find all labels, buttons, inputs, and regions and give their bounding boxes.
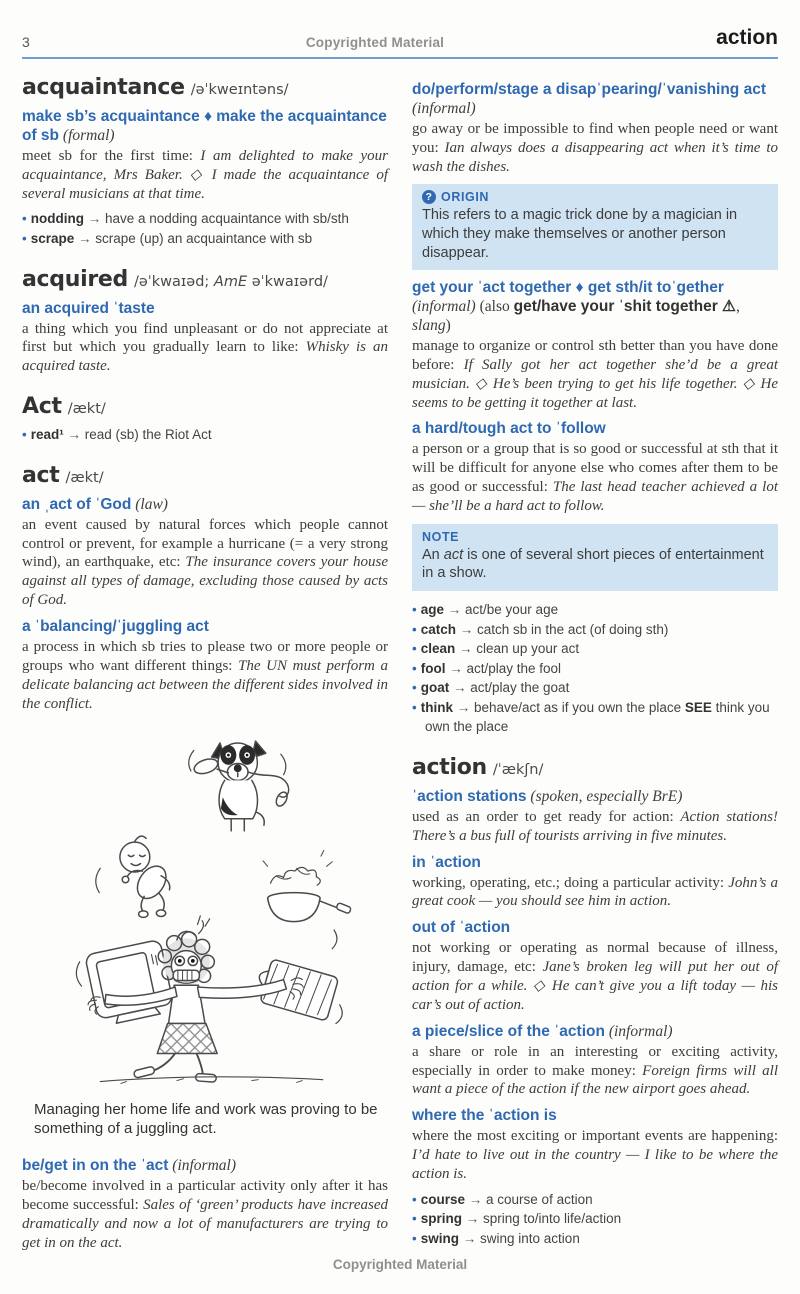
text-segment: get/have your ˈshit together ⚠ [513, 298, 736, 316]
idiom-heading [22, 496, 388, 515]
text-segment: clean up your act [476, 641, 580, 657]
definition [22, 638, 388, 714]
idiom-heading [412, 854, 778, 873]
text-segment: I am delighted to make your acquaintance, Mrs Baker. ◇ I made the acquaintance of several musicians at that time. [22, 147, 388, 202]
keyword: scrape [30, 231, 75, 247]
bullet-icon: • [412, 660, 417, 676]
cross-reference-item [412, 678, 778, 698]
text-segment: swing into action [480, 1231, 580, 1247]
text-segment: where the most exciting or important events are happening: [412, 1128, 778, 1145]
text-segment: (informal) [412, 298, 476, 316]
text-segment: The UN must perform a delicate balancing act between the different sides involved in the conflict. [22, 657, 389, 712]
arrow-icon: → [456, 621, 478, 637]
text-segment: The last head teacher achieved a lot — she’ll be a hard act to follow. [412, 479, 778, 514]
text-segment: (informal) [168, 1157, 236, 1175]
text-segment: is one of several short pieces of entertainment in a show. [422, 546, 764, 582]
arrow-icon: → [449, 680, 471, 696]
arrow-icon: → [455, 641, 477, 657]
cross-reference-list [22, 425, 388, 445]
text-segment: act/play the goat [470, 680, 570, 696]
text-segment: where the ˈaction is [412, 1107, 557, 1125]
copyright-watermark-footer: Copyrighted Material [332, 1257, 468, 1272]
bullet-icon: • [22, 231, 27, 247]
cross-reference-item [22, 209, 388, 229]
cross-reference-item [412, 659, 778, 679]
text-segment: Jane’s broken leg will put her out of action for a while. ◇ He can’t give you a lift today — his car’s out of action. [412, 959, 778, 1013]
keyword: spring [420, 1211, 462, 1227]
pronunciation [134, 274, 328, 290]
text-segment: (spoken, especially BrE) [526, 787, 683, 805]
text-segment: a process in which sb tries to please two or more people or groups who want different things: [22, 639, 388, 674]
text-segment: John’s a great cook — you should see him in action. [412, 874, 778, 910]
text-segment: a piece/slice of the ˈaction [412, 1022, 605, 1040]
text-segment: a course of action [486, 1191, 593, 1207]
bullet-icon: • [412, 1231, 417, 1247]
idiom-heading [412, 420, 778, 439]
text-segment: meet sb for the first time: [22, 147, 201, 164]
definition [22, 516, 388, 610]
keyword: nodding [30, 211, 84, 227]
text-segment: (also [475, 298, 514, 316]
arrow-icon: → [83, 211, 105, 227]
idiom-heading [412, 1107, 778, 1126]
cross-reference-item [412, 1209, 778, 1229]
bullet-icon: • [22, 211, 27, 227]
text-segment: The insurance covers your house against all types of damage, excluding those caused by acts of God. [22, 554, 388, 609]
headword-text: action [412, 754, 487, 780]
text-segment: SEE [684, 699, 712, 715]
text-segment: /əˈkwaɪəd; [133, 273, 214, 290]
text-segment: not working or operating as normal because of illness, injury, damage, etc: [412, 940, 778, 976]
text-segment: in ˈaction [412, 853, 481, 871]
idiom-heading [412, 1023, 778, 1042]
bullet-icon: • [22, 427, 27, 443]
text-segment: spring to/into life/action [483, 1211, 622, 1227]
arrow-icon: → [465, 1191, 487, 1207]
text-segment: slang [412, 316, 446, 334]
text-segment: I’d hate to live out in the country — I like to be where the action is. [412, 1147, 778, 1183]
definition [412, 1043, 778, 1100]
arrow-icon: → [444, 601, 466, 617]
note-box [412, 524, 778, 591]
running-head: action [716, 26, 778, 49]
cross-reference-list [412, 1190, 778, 1249]
headword-text: acquaintance [22, 75, 185, 100]
keyword: read¹ [30, 427, 64, 443]
entry-headword [412, 755, 778, 780]
cross-reference-item [22, 425, 388, 445]
text-segment: think you own the place [425, 699, 770, 735]
arrow-icon: → [462, 1211, 484, 1227]
arrow-icon: → [74, 231, 96, 247]
text-segment: make sb’s acquaintance ♦ make the acquaintance of sb [22, 108, 387, 144]
box-title-text: ORIGIN [441, 190, 490, 205]
text-segment: behave/act as if you own the place [474, 699, 685, 715]
text-segment: an ˌact of ˈGod [22, 495, 132, 513]
definition [412, 1127, 778, 1184]
text-segment: Sales of ‘green’ products have increased dramatically and now a lot of manufacturers are trying to get in on the act. [22, 1196, 388, 1251]
entry-headword [22, 267, 388, 292]
pronunciation [493, 762, 543, 778]
idiom-heading [412, 919, 778, 938]
keyword: clean [420, 641, 456, 657]
bullet-icon: • [412, 641, 417, 657]
question-circle-icon: ? [422, 190, 436, 204]
bullet-icon: • [412, 621, 417, 637]
text-segment: /əˈkweɪntəns/ [190, 82, 289, 98]
text-segment: ) [445, 316, 451, 334]
headword-text: Act [22, 394, 62, 420]
text-segment: AmE [213, 273, 248, 290]
cross-reference-item [412, 1229, 778, 1249]
text-segment: /ækt/ [67, 401, 106, 418]
cross-reference-item [412, 600, 778, 620]
text-segment: have a nodding acquaintance with sb/sth [104, 211, 349, 227]
arrow-icon: → [452, 699, 474, 715]
keyword: catch [420, 621, 457, 637]
text-segment: a share or role in an interesting or exciting activity, especially in order to make money: [412, 1043, 778, 1079]
text-segment: an event caused by natural forces which people cannot control or prevent, for example a hurricane (= a very strong wind), an earthquake, etc: [22, 516, 388, 571]
text-segment: , [735, 298, 740, 316]
definition [22, 147, 388, 204]
text-segment: An [422, 546, 444, 563]
text-segment: (informal) [604, 1022, 673, 1040]
text-segment: be/get in on the ˈact [22, 1157, 169, 1175]
definition [412, 939, 778, 1015]
idiom-heading [412, 279, 778, 336]
pronunciation [68, 401, 106, 417]
box-title [422, 190, 768, 204]
text-segment: Action stations! There’s a bus full of tourists arriving in five minutes. [412, 808, 778, 844]
idiom-heading [412, 788, 778, 807]
text-segment: (law) [131, 495, 168, 513]
text-segment: a hard/tough act to ˈfollow [412, 420, 606, 438]
definition [412, 120, 778, 177]
text-segment: əˈkwaɪərd/ [247, 273, 328, 290]
text-segment: (informal) [412, 99, 476, 117]
illustration-caption: Managing her home life and work was proving to be something of a juggling act. [34, 1100, 378, 1138]
text-segment: scrape (up) an acquaintance with sb [95, 231, 313, 247]
header-rule [22, 57, 778, 59]
pronunciation [191, 82, 289, 98]
keyword: goat [420, 680, 450, 696]
cross-reference-item [412, 1190, 778, 1210]
entry-headword [22, 75, 388, 100]
text-segment: ˈaction stations [412, 787, 527, 805]
definition [412, 808, 778, 846]
bullet-icon: • [412, 601, 417, 617]
text-segment: If Sally got her act together she’d be a great musician. ◇ He’s been trying to get his life together. ◇ He seems to be getting it together at last. [412, 356, 778, 411]
keyword: course [420, 1191, 466, 1207]
bullet-icon: • [412, 1191, 417, 1207]
left-column [22, 73, 388, 1256]
text-segment: Whisky is an acquired taste. [22, 339, 388, 375]
text-segment: act/play the fool [466, 660, 562, 676]
text-segment: working, operating, etc.; doing a particular activity: [412, 874, 729, 891]
definition [412, 874, 778, 912]
right-column [412, 73, 778, 1256]
bullet-icon: • [412, 699, 417, 715]
page-number: 3 [22, 34, 30, 50]
arrow-icon: → [63, 427, 85, 443]
text-segment: used as an order to get ready for action: [412, 808, 681, 825]
text-segment: act [443, 546, 464, 563]
text-segment: go away or be impossible to find when people need or want you: [412, 120, 778, 156]
box-title-text: NOTE [422, 529, 460, 544]
bullet-icon: • [412, 680, 417, 696]
text-segment: /ˈækʃn/ [492, 761, 544, 778]
text-segment: Ian always does a disappearing act when it’s time to wash the dishes. [412, 139, 778, 175]
idiom-heading [412, 81, 778, 119]
text-segment: get your ˈact together ♦ get sth/it toˈgether [412, 279, 724, 297]
box-body [422, 206, 768, 262]
text-segment: This refers to a magic trick done by a magician in which they make themselves or another person disappear. [422, 207, 738, 261]
cross-reference-item [412, 620, 778, 640]
box-body [422, 546, 768, 583]
entry-headword [22, 394, 388, 419]
origin-box [412, 184, 778, 270]
keyword: fool [420, 660, 446, 676]
text-segment: Foreign firms will all want a piece of the action if the new airport goes ahead. [412, 1062, 778, 1098]
page-header [22, 26, 778, 50]
text-segment: /ækt/ [65, 469, 104, 486]
cross-reference-list [412, 600, 778, 737]
bullet-icon: • [412, 1211, 417, 1227]
headword-text: acquired [22, 266, 128, 292]
text-segment: a thing which you find unpleasant or do not appreciate at first but which you gradually learn to like: [22, 320, 388, 356]
idiom-heading [22, 300, 388, 319]
entry-headword [22, 463, 388, 488]
text-columns [22, 73, 778, 1256]
box-title [422, 530, 768, 544]
cross-reference-item [412, 639, 778, 659]
keyword: swing [420, 1231, 459, 1247]
text-segment: manage to organize or control sth better than you have done before: [412, 337, 778, 373]
keyword: age [420, 601, 444, 617]
copyright-watermark: Copyrighted Material [305, 35, 445, 50]
idiom-heading [22, 618, 388, 637]
pronunciation [66, 470, 104, 486]
definition [22, 1177, 388, 1253]
text-segment: do/perform/stage a disapˈpearing/ˈvanishing act [412, 81, 766, 98]
idiom-heading [22, 108, 388, 146]
definition [412, 440, 778, 516]
cross-reference-list [22, 209, 388, 248]
juggling-cartoon [22, 726, 388, 1096]
text-segment: a ˈbalancing/ˈjuggling act [22, 618, 209, 636]
idiom-heading [22, 1157, 388, 1176]
definition [22, 320, 388, 377]
text-segment: be/become involved in a particular activity only after it has become successful: [22, 1178, 388, 1213]
headword-text: act [22, 462, 60, 488]
text-segment: read (sb) the Riot Act [84, 427, 212, 443]
cross-reference-item [412, 698, 778, 737]
arrow-icon: → [459, 1231, 481, 1247]
cross-reference-item [22, 229, 388, 249]
keyword: think [420, 699, 453, 715]
text-segment: a person or a group that is so good or successful at sth that it will be difficult for anyone else who comes after them to be as good or successful: [412, 441, 778, 496]
text-segment: an acquired ˈtaste [22, 299, 155, 317]
definition [412, 337, 778, 413]
text-segment: out of ˈaction [412, 919, 511, 937]
text-segment: act/be your age [465, 601, 559, 617]
arrow-icon: → [445, 660, 467, 676]
text-segment: (formal) [59, 126, 115, 144]
text-segment: catch sb in the act (of doing sth) [477, 621, 669, 637]
